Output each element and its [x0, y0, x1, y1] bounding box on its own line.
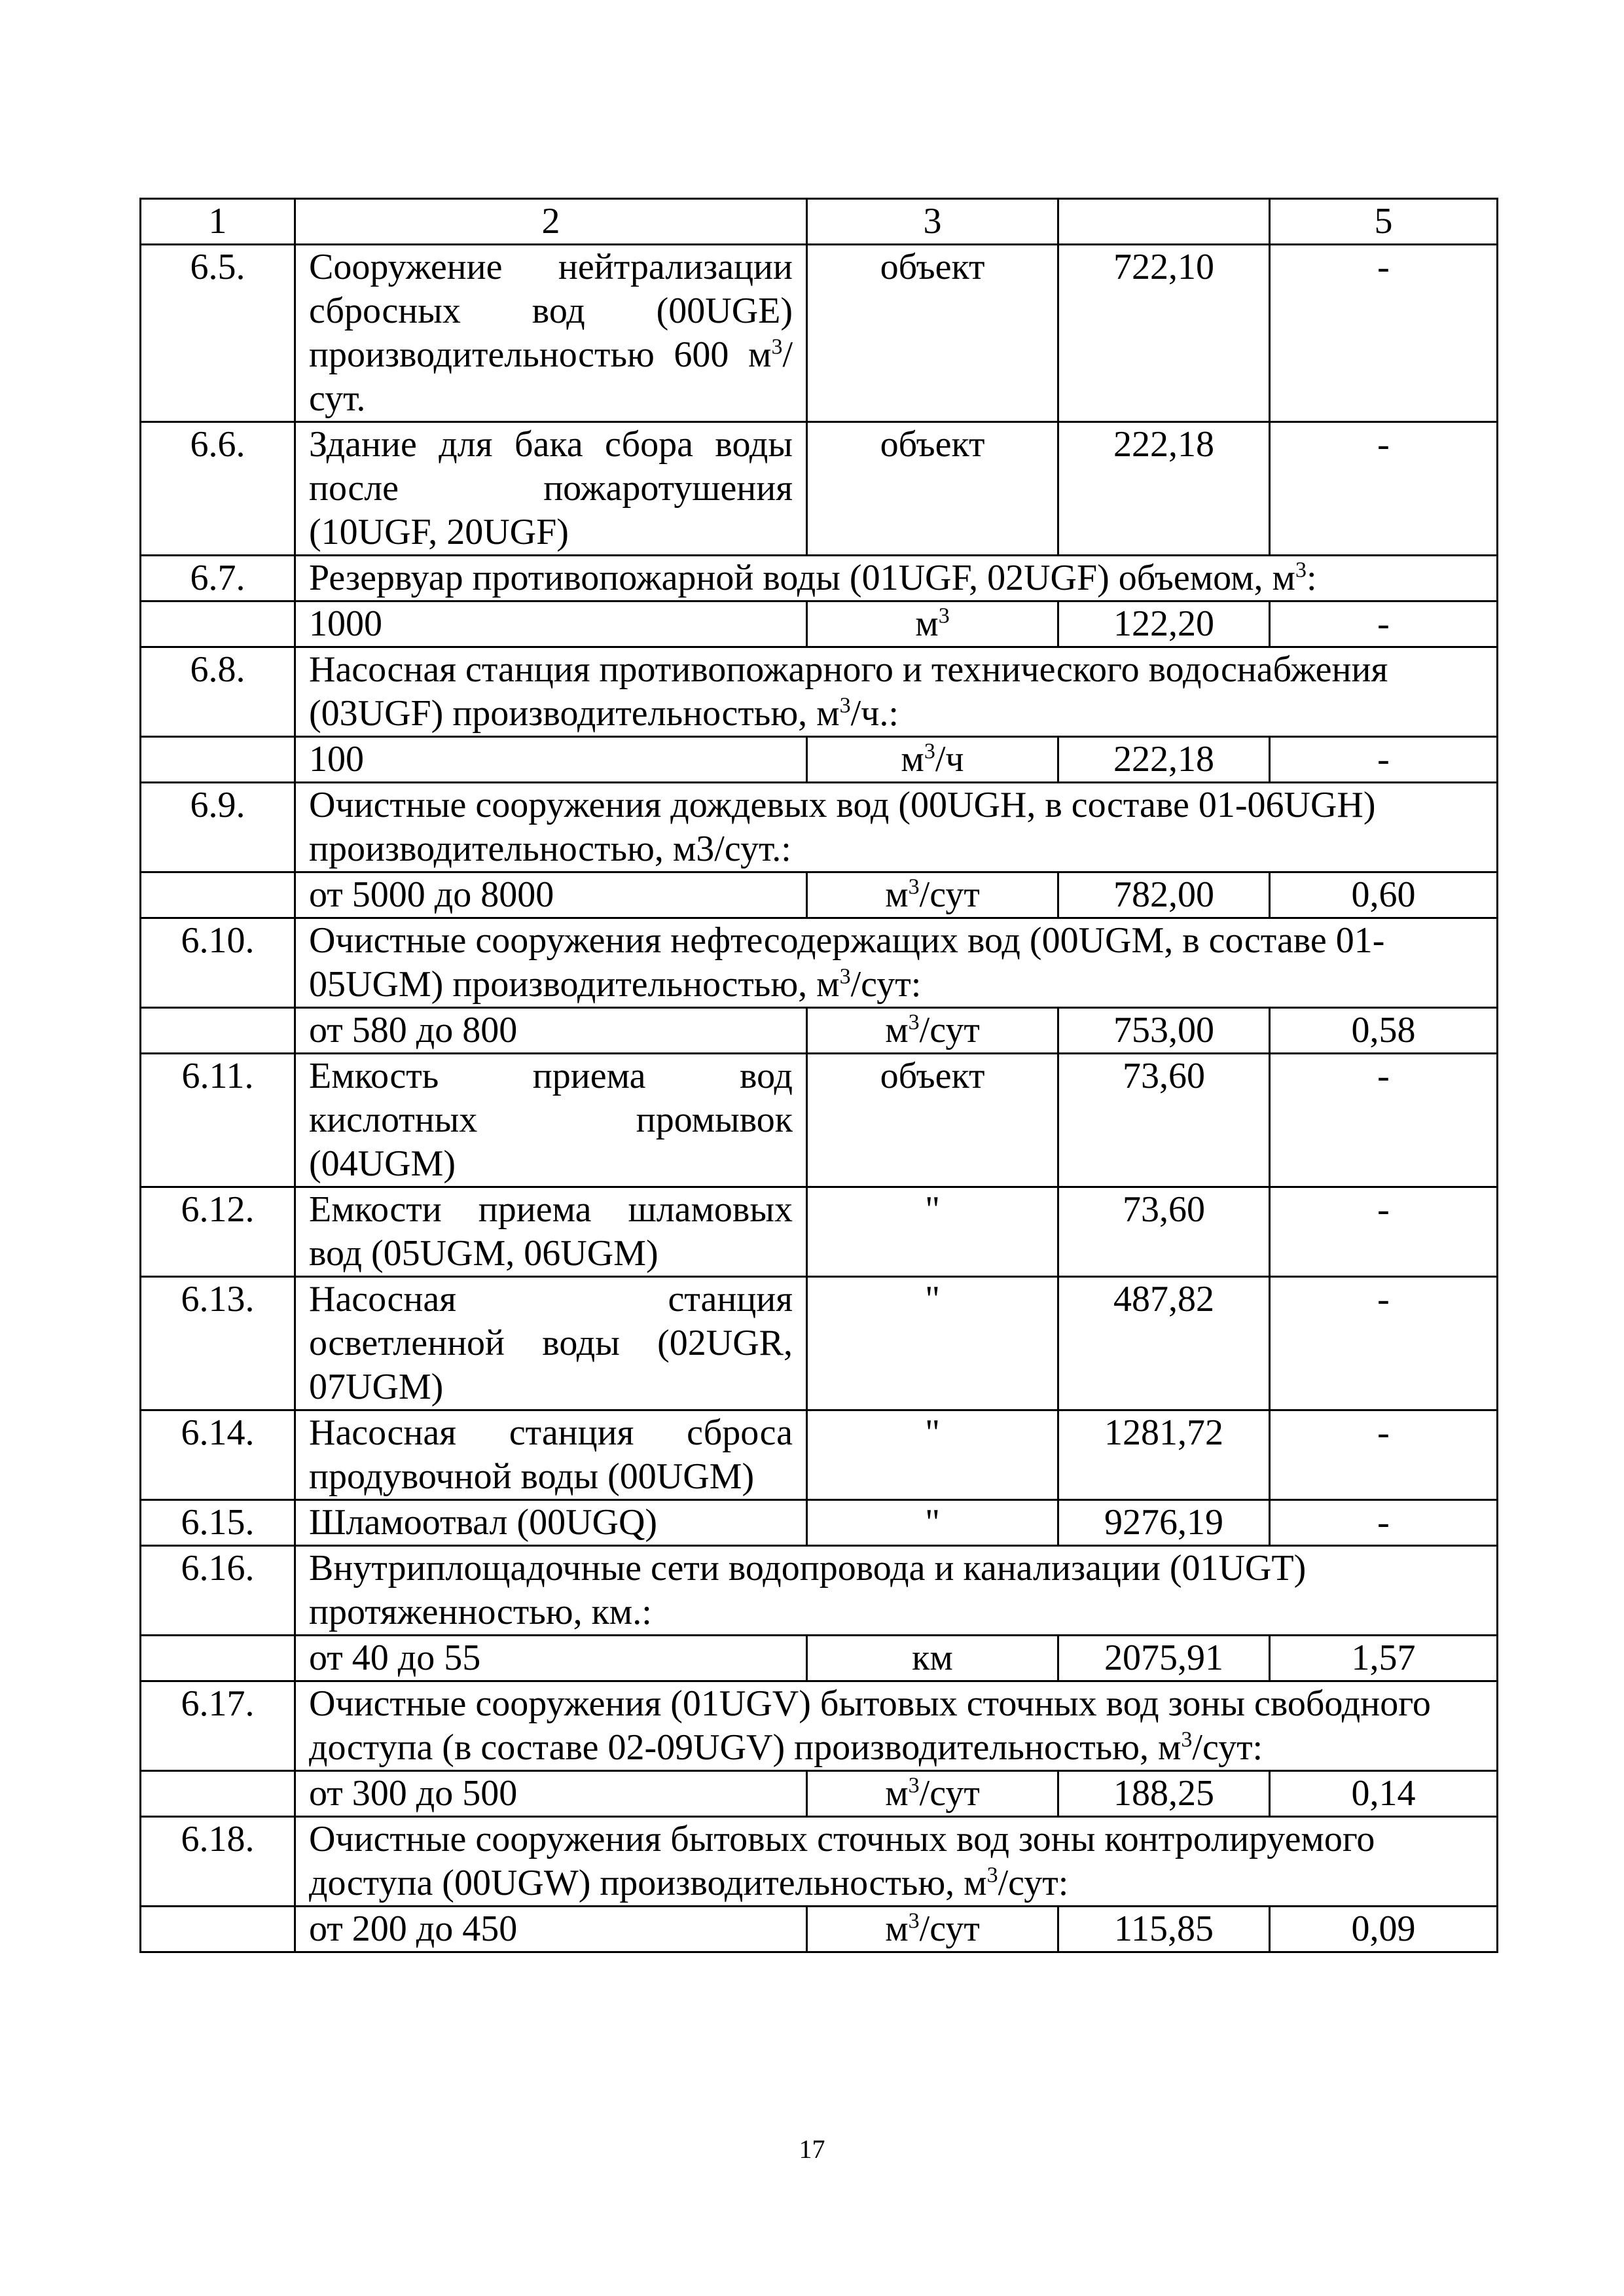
- table-row: [141, 783, 1498, 872]
- cell-text: Емкость приема вод кислотных промывок (04UGM): [309, 1056, 793, 1184]
- item-number-empty: [141, 1636, 295, 1681]
- superscript-exponent: 3: [908, 1010, 920, 1035]
- header-col-1: 1: [141, 199, 295, 245]
- extra-value: 0,14: [1270, 1771, 1498, 1817]
- item-number-empty: [141, 601, 295, 647]
- extra-value: 0,09: [1270, 1907, 1498, 1952]
- table-row: [141, 601, 1498, 647]
- extra-value: 1,57: [1270, 1636, 1498, 1681]
- cost-value: 73,60: [1058, 1054, 1270, 1187]
- extra-value: -: [1270, 737, 1498, 783]
- table-row: [141, 647, 1498, 737]
- item-name: [295, 245, 807, 422]
- cell-text: Сооружение нейтрализации сбросных вод (00UGE) производительностью 600 м: [309, 247, 793, 375]
- extra-value: 0,60: [1270, 872, 1498, 918]
- section-title: [295, 918, 1498, 1008]
- item-number-empty: [141, 1008, 295, 1054]
- cell-text: Шламоотвал (00UGQ): [309, 1502, 658, 1543]
- unit-of-measure: [807, 1277, 1058, 1410]
- extra-value: -: [1270, 1054, 1498, 1187]
- section-title: [295, 1817, 1498, 1907]
- table-row: [141, 1054, 1498, 1187]
- cell-text: ": [925, 1502, 940, 1543]
- unit-of-measure: [807, 1500, 1058, 1546]
- header-row: [141, 199, 1498, 245]
- capacity-range: от 40 до 55: [295, 1636, 807, 1681]
- item-name: [295, 1410, 807, 1500]
- table-row: [141, 1636, 1498, 1681]
- superscript-exponent: 3: [938, 603, 950, 628]
- item-name: [295, 1054, 807, 1187]
- table-row: [141, 918, 1498, 1008]
- superscript-exponent: 3: [839, 964, 851, 989]
- capacity-range: от 200 до 450: [295, 1907, 807, 1952]
- table-row: [141, 1681, 1498, 1771]
- table-row: [141, 1277, 1498, 1410]
- item-number-empty: [141, 872, 295, 918]
- cost-value: 782,00: [1058, 872, 1270, 918]
- item-number: 6.7.: [141, 556, 295, 601]
- superscript-exponent: 3: [908, 1909, 920, 1933]
- cell-suffix: /сут: [919, 1773, 980, 1814]
- section-title: [295, 1681, 1498, 1771]
- item-number: 6.10.: [141, 918, 295, 1008]
- item-number-empty: [141, 1771, 295, 1817]
- superscript-exponent: 3: [908, 874, 920, 899]
- unit-of-measure: [807, 601, 1058, 647]
- item-number: 6.5.: [141, 245, 295, 422]
- cell-suffix: /сут: [919, 1909, 980, 1949]
- cell-text: Очистные сооружения бытовых сточных вод зоны контролируемого доступа (00UGW) производительностью, м: [309, 1819, 1375, 1903]
- item-name: [295, 1277, 807, 1410]
- cell-text: объект: [880, 1056, 985, 1096]
- cell-suffix: /сут:: [998, 1863, 1069, 1903]
- cell-text: ": [925, 1189, 940, 1230]
- item-number: 6.6.: [141, 422, 295, 556]
- page-number: 17: [799, 2134, 825, 2164]
- capacity-range: от 5000 до 8000: [295, 872, 807, 918]
- cell-text: ": [925, 1279, 940, 1319]
- unit-of-measure: [807, 1008, 1058, 1054]
- table-row: [141, 1187, 1498, 1277]
- superscript-exponent: 3: [986, 1863, 998, 1888]
- item-name: [295, 1500, 807, 1546]
- table-row: [141, 1907, 1498, 1952]
- cost-value: 722,10: [1058, 245, 1270, 422]
- item-name: [295, 422, 807, 556]
- capacity-range: от 580 до 800: [295, 1008, 807, 1054]
- cell-text: Очистные сооружения нефтесодержащих вод (00UGM, в составе 01-05UGM) производительностью, м: [309, 920, 1385, 1005]
- cost-value: 222,18: [1058, 422, 1270, 556]
- cell-suffix: /ч: [935, 739, 964, 780]
- cell-text: Резервуар противопожарной воды (01UGF, 02UGF) объемом, м: [309, 558, 1295, 598]
- cell-text: ": [925, 1412, 940, 1453]
- section-title: [295, 647, 1498, 737]
- capacity-range: 100: [295, 737, 807, 783]
- cost-value: 115,85: [1058, 1907, 1270, 1952]
- cell-text: м: [915, 603, 939, 644]
- unit-of-measure: [807, 1054, 1058, 1187]
- cell-text: объект: [880, 247, 985, 287]
- capacity-range: от 300 до 500: [295, 1771, 807, 1817]
- cell-suffix: /сут:: [1192, 1727, 1263, 1768]
- unit-of-measure: [807, 1410, 1058, 1500]
- cost-value: 73,60: [1058, 1187, 1270, 1277]
- superscript-exponent: 3: [908, 1773, 920, 1798]
- cell-text: Очистные сооружения дождевых вод (00UGH, в составе 01-06UGH) производительностью, м3/сут.:: [309, 785, 1376, 869]
- cell-suffix: /сут: [919, 1010, 980, 1050]
- section-title: [295, 556, 1498, 601]
- header-col-2: 2: [295, 199, 807, 245]
- table-row: [141, 737, 1498, 783]
- header-col-5: 5: [1270, 199, 1498, 245]
- header-col-4: [1058, 199, 1270, 245]
- table-row: [141, 1546, 1498, 1636]
- superscript-exponent: 3: [1295, 558, 1307, 583]
- table-row: [141, 1771, 1498, 1817]
- cost-value: 753,00: [1058, 1008, 1270, 1054]
- cost-value: 188,25: [1058, 1771, 1270, 1817]
- superscript-exponent: 3: [924, 739, 935, 764]
- table-row: [141, 1500, 1498, 1546]
- cell-suffix: /сут: [919, 874, 980, 915]
- cell-text: Здание для бака сбора воды после пожаротушения (10UGF, 20UGF): [309, 424, 793, 552]
- cell-suffix: /ч.:: [850, 693, 899, 734]
- cell-text: Насосная станция сброса продувочной воды (00UGM): [309, 1412, 793, 1497]
- cell-text: Насосная станция противопожарного и технического водоснабжения (03UGF) производительностью, м: [309, 649, 1388, 734]
- cell-suffix: /сут.: [309, 334, 793, 419]
- superscript-exponent: 3: [771, 334, 783, 359]
- unit-of-measure: [807, 737, 1058, 783]
- table-body: [141, 199, 1498, 1952]
- extra-value: -: [1270, 245, 1498, 422]
- header-col-3: 3: [807, 199, 1058, 245]
- cell-text: Очистные сооружения (01UGV) бытовых сточных вод зоны свободного доступа (в составе 02-09UGV) производительностью, м: [309, 1683, 1431, 1768]
- table-row: [141, 1817, 1498, 1907]
- cell-text: Насосная станция осветленной воды (02UGR, 07UGM): [309, 1279, 793, 1407]
- unit-of-measure: [807, 1771, 1058, 1817]
- section-title: [295, 783, 1498, 872]
- cost-value: 487,82: [1058, 1277, 1270, 1410]
- extra-value: -: [1270, 422, 1498, 556]
- item-number: 6.8.: [141, 647, 295, 737]
- table-row: [141, 872, 1498, 918]
- specification-table: [139, 198, 1498, 1953]
- extra-value: -: [1270, 1187, 1498, 1277]
- cost-value: 2075,91: [1058, 1636, 1270, 1681]
- unit-of-measure: [807, 1907, 1058, 1952]
- unit-of-measure: [807, 1636, 1058, 1681]
- cell-text: Емкости приема шламовых вод (05UGM, 06UGM): [309, 1189, 793, 1274]
- cost-value: 9276,19: [1058, 1500, 1270, 1546]
- item-name: [295, 1187, 807, 1277]
- cell-text: м: [885, 874, 909, 915]
- table-row: [141, 422, 1498, 556]
- cell-text: м: [885, 1909, 909, 1949]
- item-number: 6.18.: [141, 1817, 295, 1907]
- superscript-exponent: 3: [1181, 1727, 1193, 1752]
- cell-text: объект: [880, 424, 985, 465]
- item-number-empty: [141, 1907, 295, 1952]
- cell-suffix: /сут:: [850, 964, 922, 1005]
- unit-of-measure: [807, 245, 1058, 422]
- extra-value: -: [1270, 1277, 1498, 1410]
- extra-value: -: [1270, 601, 1498, 647]
- unit-of-measure: [807, 1187, 1058, 1277]
- item-number: 6.11.: [141, 1054, 295, 1187]
- item-number: 6.9.: [141, 783, 295, 872]
- item-number: 6.13.: [141, 1277, 295, 1410]
- table-row: [141, 245, 1498, 422]
- cell-text: м: [901, 739, 924, 780]
- table-row: [141, 556, 1498, 601]
- extra-value: 0,58: [1270, 1008, 1498, 1054]
- table-row: [141, 1410, 1498, 1500]
- item-number: 6.12.: [141, 1187, 295, 1277]
- cost-value: 1281,72: [1058, 1410, 1270, 1500]
- cell-text: м: [885, 1773, 909, 1814]
- cell-text: км: [912, 1638, 953, 1678]
- cost-value: 222,18: [1058, 737, 1270, 783]
- extra-value: -: [1270, 1410, 1498, 1500]
- item-number: 6.14.: [141, 1410, 295, 1500]
- section-title: [295, 1546, 1498, 1636]
- cost-value: 122,20: [1058, 601, 1270, 647]
- cell-suffix: :: [1306, 558, 1317, 598]
- table-row: [141, 1008, 1498, 1054]
- unit-of-measure: [807, 872, 1058, 918]
- cell-text: м: [885, 1010, 909, 1050]
- item-number: 6.17.: [141, 1681, 295, 1771]
- capacity-range: 1000: [295, 601, 807, 647]
- item-number-empty: [141, 737, 295, 783]
- item-number: 6.16.: [141, 1546, 295, 1636]
- extra-value: -: [1270, 1500, 1498, 1546]
- unit-of-measure: [807, 422, 1058, 556]
- cell-text: Внутриплощадочные сети водопровода и канализации (01UGT) протяженностью, км.:: [309, 1548, 1307, 1632]
- item-number: 6.15.: [141, 1500, 295, 1546]
- superscript-exponent: 3: [839, 693, 851, 718]
